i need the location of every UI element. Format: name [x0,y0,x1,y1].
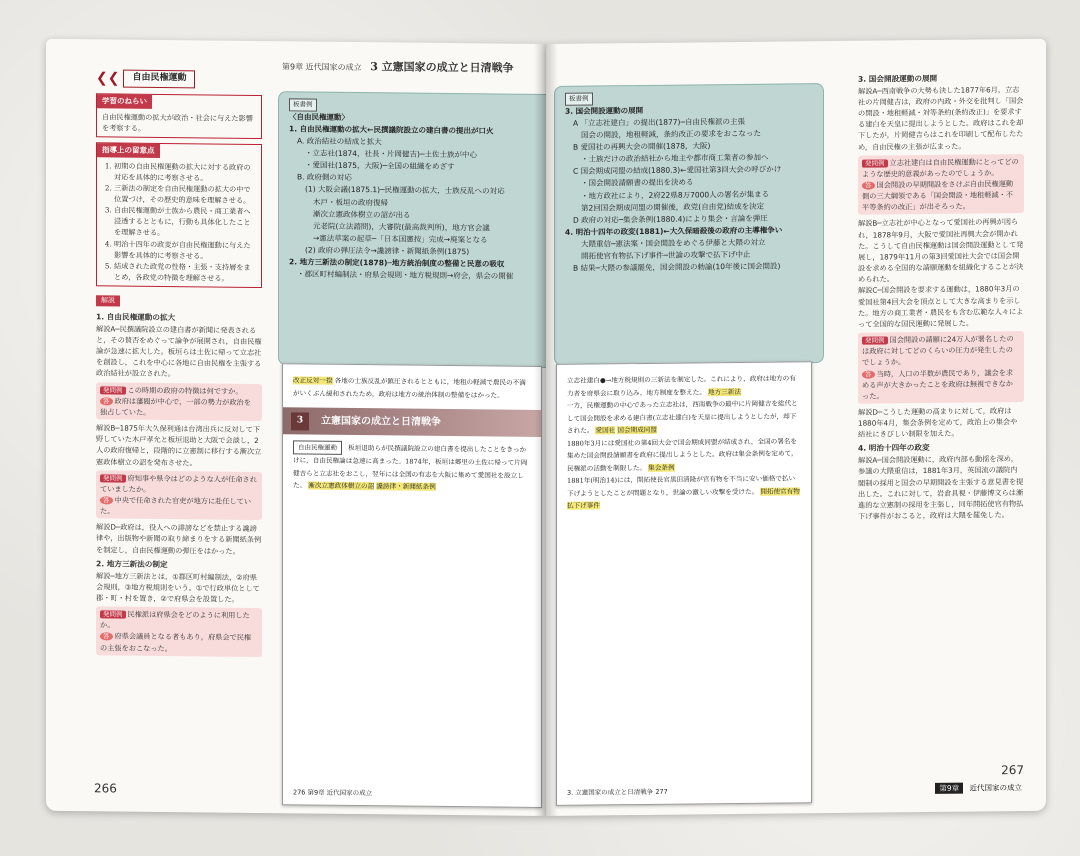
blackboard-label: 板書例 [565,93,593,106]
section-heading: 4. 明治十四年の政変 [858,443,930,454]
highlighted-term: 讒謗律・新聞紙条例 [376,482,436,492]
blackboard-line: C 国会期成同盟の結成(1880.3)←愛国社第3回大会の呼びかけ [573,164,782,176]
blackboard-line: 第2回国会期成同盟の開催後，政党(自由党)結成を決定 [581,201,765,213]
blackboard-label: 板書例 [289,98,317,111]
section-heading: 2. 地方三新法の制定 [96,559,168,569]
question-tag: 発問例 [862,159,888,167]
textbook-paragraph: 板垣退助らが民撰議院設立の建白書を提出したことをきっかけに，自由民権論は急速に高まった。1874年，板垣は郷里の土佐に帰って片岡健吉らと立志社をおこし，翌年には全国の有志を大阪に集めて愛国社を設立した。 [293,443,528,490]
running-head-section: 3 立憲国家の成立と日清戦争 [370,60,514,75]
question-text: 民権派は府県会をどのように利用したか。 [100,609,250,630]
blackboard-example-box [554,83,824,366]
section-text: 解説A─西南戦争の大勢も決した1877年6月，立志社の片岡健吉は，政府の内政・外交を批判し「国会の開設・地租軽減・対等条約(条約改正)」を要求する建白を天皇に提出しようとした。政府はこれを却下したが，片岡健吉らはこれを印刷して配布したため，自由民権の主張が広まった。 [858,84,1024,152]
textbook-paragraph: 1881年(明治14)には，開拓使長官黒田清隆が官有物を不当に安い価格で払い下げようとしたことが問題となり，世論の激しい攻撃を受けた。 [567,474,796,498]
textbook-paragraph: 立志社建白●→地方税規則の三新法を制定した。これにより，政府は地方の有力者を府県会に取り込み，地方制度を整えた。 [567,374,796,398]
blackboard-line: D 政府の対応─集会条例(1880.4)により集会・言論を弾圧 [573,213,768,225]
running-foot-chapter: 第9章 [935,783,963,794]
answer-tag: 答 [862,370,875,378]
blackboard-line: B. 政府側の対応 [297,172,352,183]
right-page [546,39,1046,816]
question-box [96,470,262,520]
textbook-paragraph: 各地の士族反乱が鎮圧されるとともに，地租の軽減で農民の不満がいくぶん緩和されたため，政府は地方の統治体制の整備をはかった。 [293,376,526,400]
blackboard-heading: 〈自由民権運動〉 [289,111,349,122]
section-text: 解説A─民撰議院設立の建白書が新聞に発表されると，その賛否をめぐって論争が展開され，自由民権論が急速に拡大した。板垣らは土佐に帰って立志社を創設し，これを中心に各地に自由民権を主張する政治結社が設立された。 [96,324,262,379]
blackboard-line: 開拓使官有物払下げ事件─世論の攻撃で払下げ中止 [581,250,751,261]
textbook-paragraph: 一方，民権運動の中心であった立志社は，西南戦争の最中に片岡健吉を総代として国会開設を求める建白書(立志社建白)を天皇に提出しようとしたが，却下された。 [567,399,798,435]
section-text: 解説B─1875年大久保利通は台湾出兵に反対して下野していた木戸孝允と板垣退助と大阪で会談し，2人の政府復帰と，段階的に立憲制に移行する漸次立憲政体樹立の詔を発布させた。 [96,423,262,467]
blackboard-line: ・地方政社により，2府22県8万7000人の署名が集まる [581,189,770,201]
learning-goal-tag: 学習のねらい [97,94,152,108]
teaching-point: 2. 三新法の制定を自由民権運動の拡大の中で位置づけ，その歴史的意味を理解させる。 [114,182,256,206]
section-text: 解説D─政府は，役人への誹謗などを禁止する讒謗律や，出版物や新聞の取り締まりをする新聞紙条例を制定し，自由民権運動の弾圧をはかった。 [96,522,262,556]
blackboard-line: 大隈重信─憲法案・国会開設をめぐる伊藤と大隈の対立 [581,237,766,249]
textbook-footer: 3. 立憲国家の成立と日清戦争 277 [567,787,668,797]
blackboard-line: 木戸・板垣の政府復帰 [313,197,388,207]
teaching-points-box [96,142,262,288]
section-text: 解説B─立志社が中心となって愛国社の再興が図られ，1878年9月，大阪で愛国社再興大会が開かれた。こうして自由民権運動は国会開設運動として発展し，1879年11月の第3回愛国社大会では国会開設を求める全国的な請願運動を組織化することが決められた。 [858,217,1024,284]
side-title-text: 自由民権運動 [123,70,195,89]
question-tag: 発問例 [100,474,126,482]
textbook-paragraph: 1880年3月には愛国社の第4回大会で国会期成同盟が結成され，全国の署名を集めた国会開設請願書を政府に提出しようとした。政府は集会条例を定めて，民権派の活動を制限した。 [567,436,798,473]
highlighted-term: 漸次立憲政体樹立の詔 [308,481,375,491]
section-text: 解説C─国会開設を要求する運動は，1880年3月の愛国社第4回大会を頂点として大きな高まりを示した。地方の商工業者・農民をも含む広範な人々によって全国的な国民運動に発展した。 [858,284,1024,329]
right-running-foot [935,782,1022,794]
blackboard-line: 4. 明治十四年の政変(1881)←大久保暗殺後の政府の主導権争い [565,225,783,237]
question-box [96,382,262,421]
subsection-tag: 自由民権運動 [293,440,342,455]
question-text: 国会開設の請願に24万人が署名したのは政府に対してどのくらいの圧力が発生したのでしょうか。 [862,334,1014,368]
highlighted-term: 改正反対一揆 [293,376,333,385]
section-banner-title: 立憲国家の成立と日清戦争 [321,415,441,428]
blackboard-line: 2. 地方三新法の制定(1878)─地方統治制度の整備と民意の吸収 [289,257,505,269]
open-book [46,44,1046,816]
question-text: 立志社建白は自由民権運動にとってどのような歴史的意義があったのでしょうか。 [862,156,1019,179]
question-box [96,606,262,656]
side-title [96,69,262,89]
section-text: 解説─地方三新法とは，①郡区町村編制法，②府県会規則，③地方税規則をいう。①で行政単位として郡・町・村を置き，②で府県会を設置した。 [96,570,260,604]
blackboard-line: 1. 自由民権運動の拡大←民撰議院設立の建白書の提出が口火 [289,123,494,136]
section-heading: 1. 自由民権運動の拡大 [96,312,176,323]
answer-text: 府県会議員となる者もあり，府県会で民権の主張をおこなった。 [100,631,252,653]
page-number: 267 [1001,762,1024,778]
teaching-point: 1. 初期の自由民権運動の拡大に対する政府の対応を具体的に考察させる。 [114,160,256,184]
learning-goal-box [96,93,262,139]
kaisetsu-tag: 解説 [96,296,120,307]
blackboard-line: 国会の開設，地租軽減，条約改正の要求をおこなった [581,128,761,140]
blackboard-example-box [278,91,546,368]
highlighted-term: 地方三新法 [707,387,741,396]
blackboard-line: A 「立志社建白」の提出(1877)─自由民権派の主張 [573,116,745,128]
section-text: 解説A─国会開設運動に，政府内部も動揺を深め，参議の大隈重信は，1881年3月，英国流の議院内閣制の採用と国会の早期開設を主張する意見書を提出した。これに対して，岩倉具視・伊藤博文らは漸進的な立憲制の採用を主張し，同年開拓使官有物払下げ事件がおこると，政府は大隈を罷免した。 [858,454,1024,521]
textbook-page-277 [556,361,812,806]
answer-tag: 答 [862,182,875,190]
left-side-column [96,69,262,659]
blackboard-line: ・立志社(1874，社長・片岡健吉)─土佐士族が中心 [305,148,477,160]
blackboard-line: →憲法草案の起草─「日本国憲按」完成→廃案となる [313,233,488,245]
question-tag: 発問例 [862,336,888,344]
section-text: 解説D─こうした運動の高まりに対して，政府は1880年4月，集会条例を定めて，政治上の集会や結社にきびしい制限を加えた。 [858,406,1018,440]
blackboard-line: ・国会開設請願書の提出を決める [581,177,694,188]
highlighted-term: 愛国社 [595,426,616,435]
learning-goal-text: 自由民権運動の拡大が政治・社会に与えた影響を考察する。 [102,111,253,133]
blackboard-line: ・愛国社(1875，大阪)─全国の組織をめざす [305,160,455,172]
question-box [858,331,1024,404]
question-tag: 発問例 [100,610,126,618]
section-banner [283,407,541,437]
highlighted-term: 国会期成同盟 [617,425,657,435]
blackboard-line: B 結果─大隈の参議罷免，国会開設の勅諭(10年後に国会開設) [573,261,781,274]
teaching-points-list [102,160,256,284]
blackboard-line: ・士族だけの政治結社から地主や都市商工業者の参加へ [581,152,769,164]
answer-text: 国会開設の早期開設をさけぶ自由民権運動側の三大綱領である「国会開設・地租軽減・不平等条約の改正」が出そろった。 [862,179,1014,213]
teaching-point: 3. 自由民権運動が士族から農民・商工業者へ浸透するとともに，行動も具体化したことを理解させる。 [114,205,256,240]
right-side-column [858,69,1024,522]
left-page [46,39,546,816]
question-box [858,154,1024,216]
section-banner-number: 3 [291,412,309,430]
blackboard-line: 元老院(立法諮問)，大審院(最高裁判所)，地方官会議 [313,221,490,233]
answer-tag: 答 [100,496,113,504]
question-text: 府知事や県令はどのような人が任命されていましたか。 [100,473,257,494]
blackboard-line: A. 政治結社の結成と拡大 [297,136,382,147]
section-heading: 3. 国会開設運動の展開 [858,73,938,84]
blackboard-line: (1) 大阪会議(1875.1)─民権運動の拡大，士族反乱への対応 [305,184,505,196]
blackboard-line: ・郡区町村編制法・府県会規則・地方税規則→府会，県会の開催 [297,269,514,282]
answer-text: 当時，人口の半数が農民であり，議会を求める声が大きかったことを政府は無視できなかった。 [862,367,1014,401]
teaching-point: 4. 明治十四年の政変が自由民権運動に与えた影響を具体的に考察させる。 [114,238,256,262]
left-running-head [282,57,514,75]
teaching-point: 5. 結成された政党の性格・主張・支持層をまとめ，各政党の特徴を理解させる。 [114,260,256,284]
page-number: 266 [94,781,117,796]
highlighted-term: 集会条例 [648,463,675,472]
running-foot-title: 近代国家の成立 [969,783,1022,793]
blackboard-line: 3. 国会開設運動の展開 [565,105,644,116]
running-head-chapter: 第9章 近代国家の成立 [282,62,362,73]
blackboard-line: B 愛国社の再興大会の開催(1878，大阪) [573,141,711,152]
question-text: この時期の政府の特徴は何ですか。 [127,385,243,396]
question-tag: 発問例 [100,386,126,394]
answer-tag: 答 [100,633,113,641]
highlighted-term: 開拓使官有物払下げ事件 [567,486,800,510]
textbook-footer: 276 第9章 近代国家の成立 [293,788,373,797]
answer-text: 中央で任命された官吏が地方に赴任していた。 [100,495,252,516]
teaching-points-tag: 指導上の留意点 [97,143,160,157]
blackboard-line: 漸次立憲政体樹立の詔が出る [313,209,411,220]
answer-text: 政府は藩閥が中心で，一部の勢力が政治を独占していた。 [100,396,251,417]
answer-tag: 答 [100,397,113,405]
blackboard-line: (2) 政府の弾圧法令→讒謗律・新聞紙条例(1875) [305,245,470,257]
double-chevron-icon: ❮❮ [96,70,120,87]
textbook-page-276 [282,363,542,808]
